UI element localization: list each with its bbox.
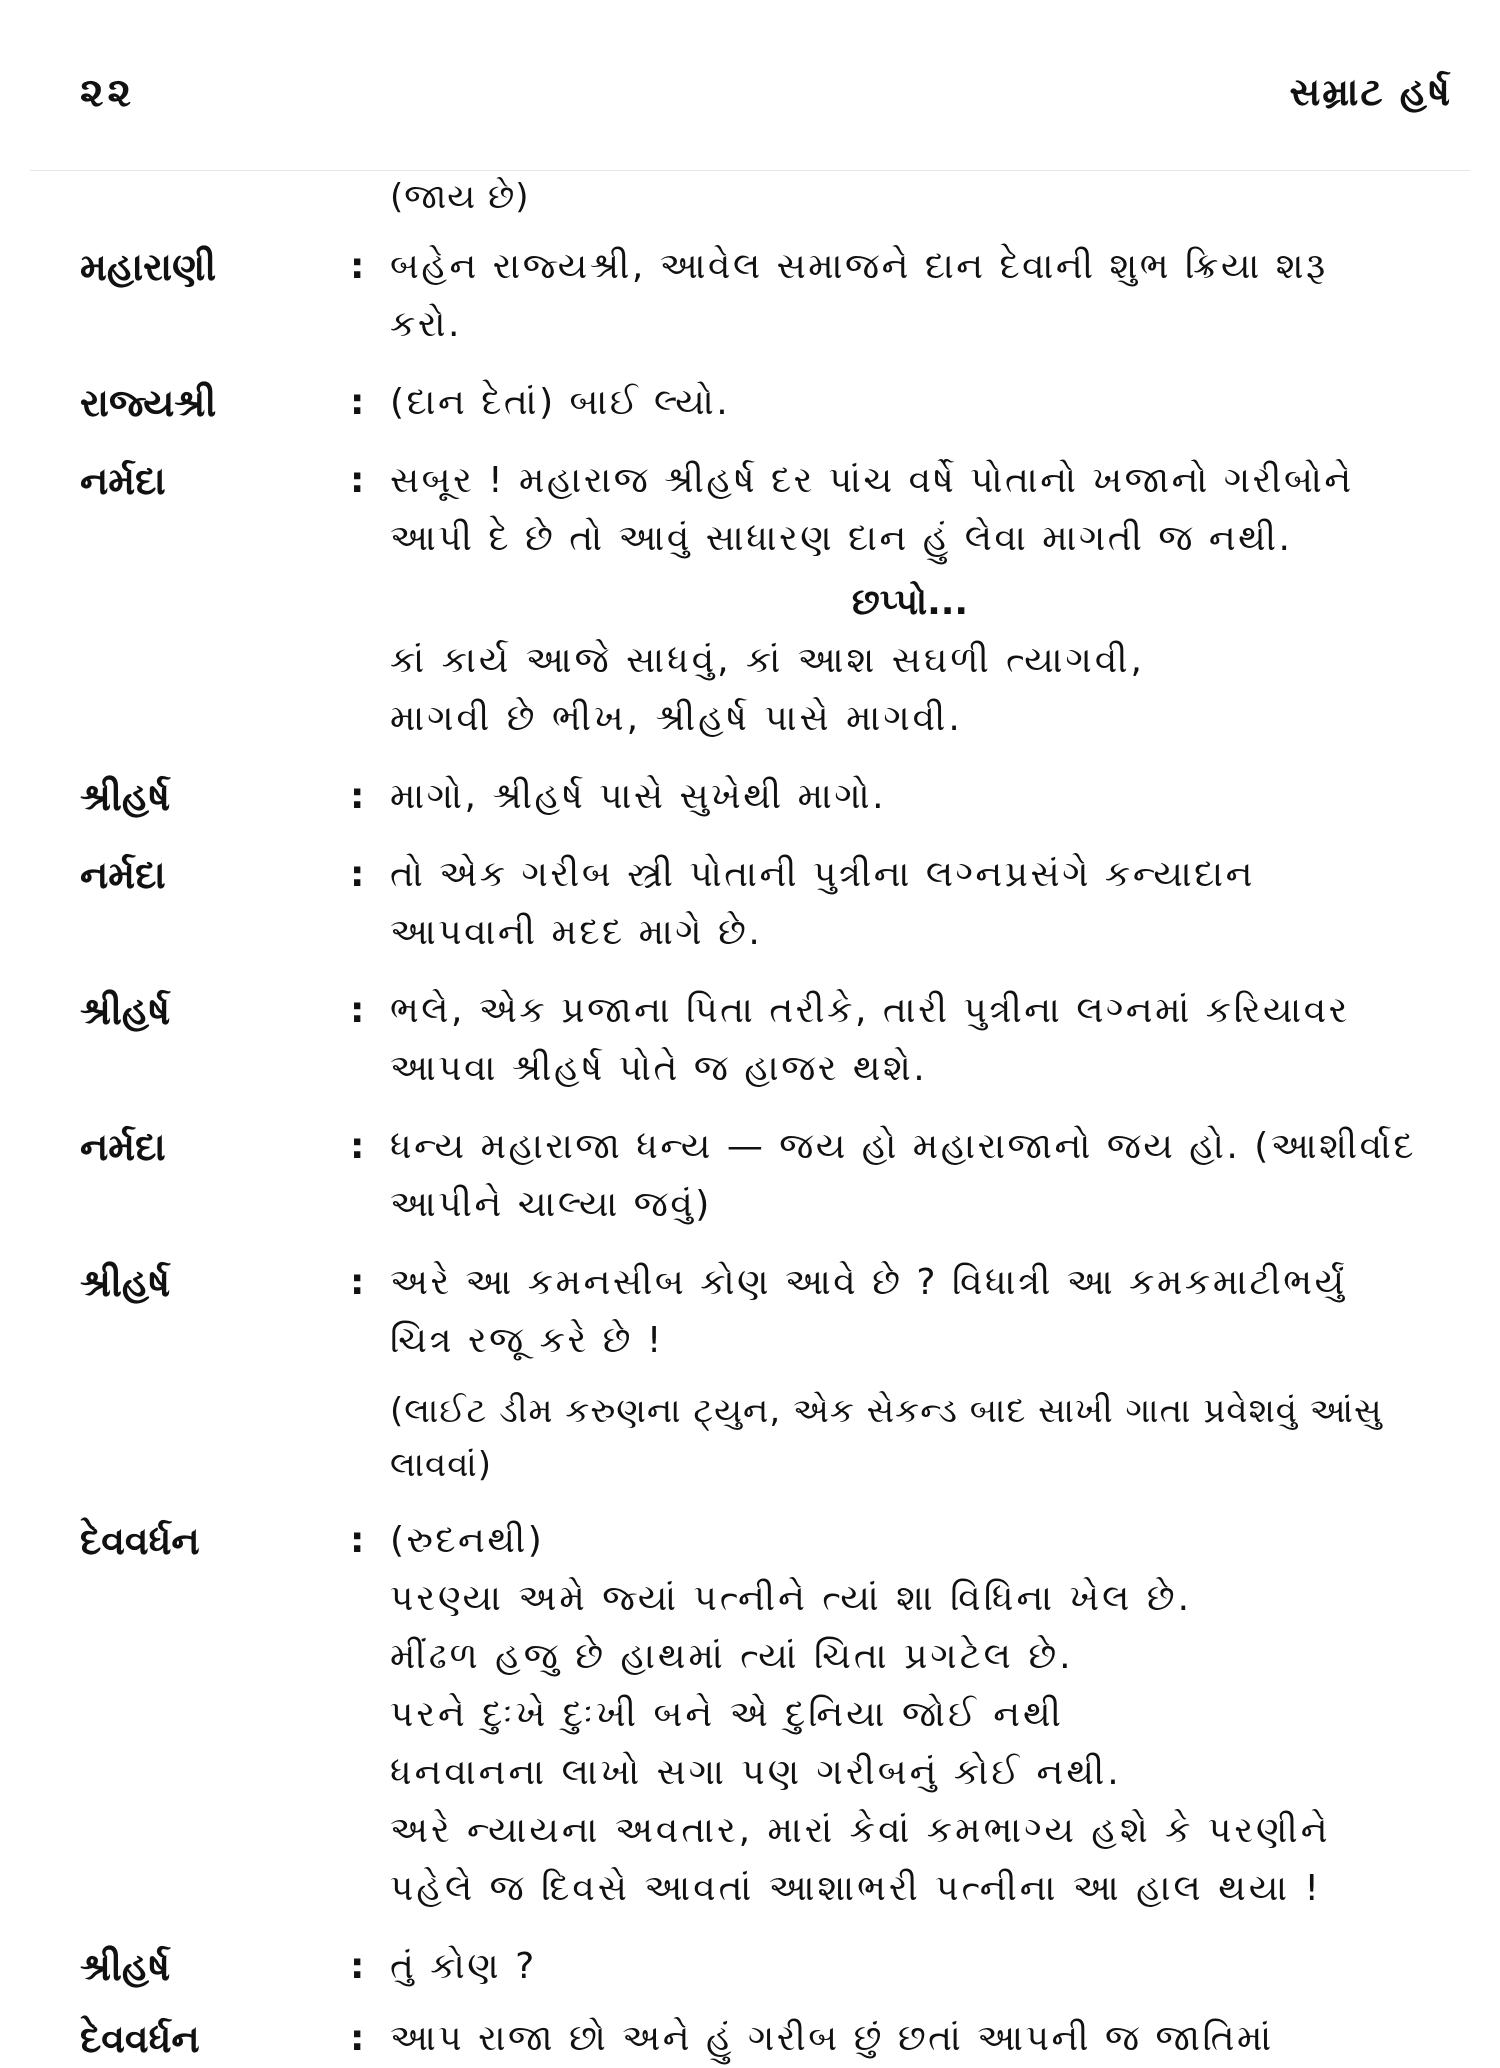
- speaker-name: શ્રીહર્ષ: [80, 1945, 171, 1989]
- speaker-colon: :: [350, 2018, 365, 2059]
- speaker-colon: :: [350, 1946, 365, 1987]
- verse-line: માગવી છે ભીખ, શ્રીહર્ષ પાસે માગવી.: [390, 698, 963, 739]
- speech-line: અરે આ કમનસીબ કોણ આવે છે ? વિધાત્રી આ કમકમાટીભર્યું: [390, 1262, 1347, 1303]
- speech-text: [390, 1254, 1460, 1370]
- speaker-colon: :: [350, 1262, 365, 1303]
- dialogue-row: [80, 768, 1460, 826]
- stage-line: લાવવાં): [390, 1445, 492, 1485]
- speech-line: ભલે, એક પ્રજાના પિતા તરીકે, તારી પુત્રીના લગ્નમાં કરિયાવર: [390, 990, 1350, 1031]
- page-body: [80, 170, 1460, 2068]
- speech-line: ધન્ય મહારાજા ધન્ય — જય હો મહારાજાનો જય હો. (આશીર્વાદ: [390, 1126, 1417, 1167]
- speaker-name: નર્મદા: [80, 459, 166, 503]
- speaker-colon: :: [350, 460, 365, 501]
- speech-line: આપ રાજા છો અને હું ગરીબ છું છતાં આપની જ જાતિમાં: [390, 2018, 1274, 2059]
- speaker-name: નર્મદા: [80, 853, 166, 897]
- verse-line: ધનવાનના લાખો સગા પણ ગરીબનું કોઈ નથી.: [390, 1752, 1122, 1793]
- verse-heading: છપ્પો...: [851, 582, 969, 623]
- dialogue-row: [80, 982, 1460, 1098]
- dialogue-row: [80, 1254, 1460, 1370]
- speech-line: તું કોણ ?: [390, 1946, 537, 1987]
- running-title: સમ્રાટ હર્ષ: [1289, 70, 1452, 114]
- speech-line: આપવાની મદદ માગે છે.: [390, 912, 763, 953]
- stage-line: (લાઈટ ડીમ કરુણના ટ્યુન, એક સેકન્ડ બાદ સાખી ગાતા પ્રવેશવું આંસુ: [390, 1391, 1383, 1431]
- speech-line: માગો, શ્રીહર્ષ પાસે સુખેથી માગો.: [390, 776, 887, 817]
- verse-line: પરણ્યા અમે જ્યાં પત્નીને ત્યાં શા વિધિના ખેલ છે.: [390, 1578, 1193, 1619]
- page-number: ૨૨: [80, 70, 135, 116]
- speaker-name: શ્રીહર્ષ: [80, 989, 171, 1033]
- dialogue-row: [80, 2010, 1460, 2068]
- verse-line: કાં કાર્ય આજે સાધવું, કાં આશ સઘળી ત્યાગવી,: [390, 640, 1145, 681]
- stage-direction: [390, 1384, 1460, 1492]
- stage-line: (જાય છે): [390, 177, 530, 217]
- speech-text: [390, 1118, 1460, 1234]
- speech-line: કરો.: [390, 304, 462, 345]
- verse-block: [390, 632, 1460, 748]
- speaker-colon: :: [350, 1520, 365, 1561]
- speech-line: આપી દે છે તો આવું સાધારણ દાન હું લેવા માગતી જ નથી.: [390, 518, 1293, 559]
- speech-line: આપીને ચાલ્યા જવું): [390, 1184, 712, 1225]
- speaker-colon: :: [350, 854, 365, 895]
- speech-text: [390, 768, 1460, 826]
- speech-text: [390, 1938, 1460, 1996]
- speaker-name: શ્રીહર્ષ: [80, 775, 171, 819]
- speech-line: આપવા શ્રીહર્ષ પોતે જ હાજર થશે.: [390, 1048, 928, 1089]
- dialogue-row: [80, 452, 1460, 568]
- speaker-name: મહારાણી: [80, 245, 217, 289]
- verse-block: [390, 1570, 1460, 1918]
- speech-text: [390, 982, 1460, 1098]
- verse-line: અરે ન્યાયના અવતાર, મારાં કેવાં કમભાગ્ય હશે કે પરણીને: [390, 1810, 1331, 1851]
- speaker-name: શ્રીહર્ષ: [80, 1261, 171, 1305]
- speech-line: (દાન દેતાં) બાઈ લ્યો.: [390, 382, 731, 423]
- stage-direction: [390, 170, 1460, 224]
- dialogue-row: [80, 374, 1460, 432]
- speech-text: [390, 846, 1460, 962]
- speech-line: બહેન રાજ્યશ્રી, આવેલ સમાજને દાન દેવાની શુભ ક્રિયા શરૂ: [390, 246, 1328, 287]
- speech-text: [390, 2010, 1460, 2068]
- verse-line: પહેલે જ દિવસે આવતાં આશાભરી પત્નીના આ હાલ થયા !: [390, 1868, 1322, 1909]
- speech-text: [390, 452, 1460, 568]
- speaker-colon: :: [350, 382, 365, 423]
- speaker-name: રાજ્યશ્રી: [80, 381, 217, 425]
- speech-line: તો એક ગરીબ સ્ત્રી પોતાની પુત્રીના લગ્નપ્રસંગે કન્યાદાન: [390, 854, 1255, 895]
- dialogue-row: [80, 846, 1460, 962]
- speaker-colon: :: [350, 990, 365, 1031]
- speaker-colon: :: [350, 1126, 365, 1167]
- dialogue-row: [80, 1118, 1460, 1234]
- speech-line: (રુદનથી): [390, 1520, 545, 1561]
- verse-line: પરને દુઃખે દુઃખી બને એ દુનિયા જોઈ નથી: [390, 1694, 1064, 1735]
- speech-text: [390, 238, 1460, 354]
- speaker-name: દેવવર્ધન: [80, 2017, 200, 2061]
- speech-text: [390, 1512, 1460, 1570]
- speech-text: [390, 374, 1460, 432]
- verse-line: મીંઢળ હજુ છે હાથમાં ત્યાં ચિતા પ્રગટેલ છે.: [390, 1636, 1074, 1677]
- speaker-colon: :: [350, 776, 365, 817]
- dialogue-row: [80, 1938, 1460, 1996]
- dialogue-row: [80, 1512, 1460, 1570]
- speaker-colon: :: [350, 246, 365, 287]
- speaker-name: નર્મદા: [80, 1125, 166, 1169]
- dialogue-row: [80, 238, 1460, 354]
- speech-line: ચિત્ર રજૂ કરે છે !: [390, 1320, 664, 1361]
- speech-line: સબૂર ! મહારાજ શ્રીહર્ષ દર પાંચ વર્ષે પોતાનો ખજાનો ગરીબોને: [390, 460, 1354, 501]
- speaker-name: દેવવર્ધન: [80, 1519, 200, 1563]
